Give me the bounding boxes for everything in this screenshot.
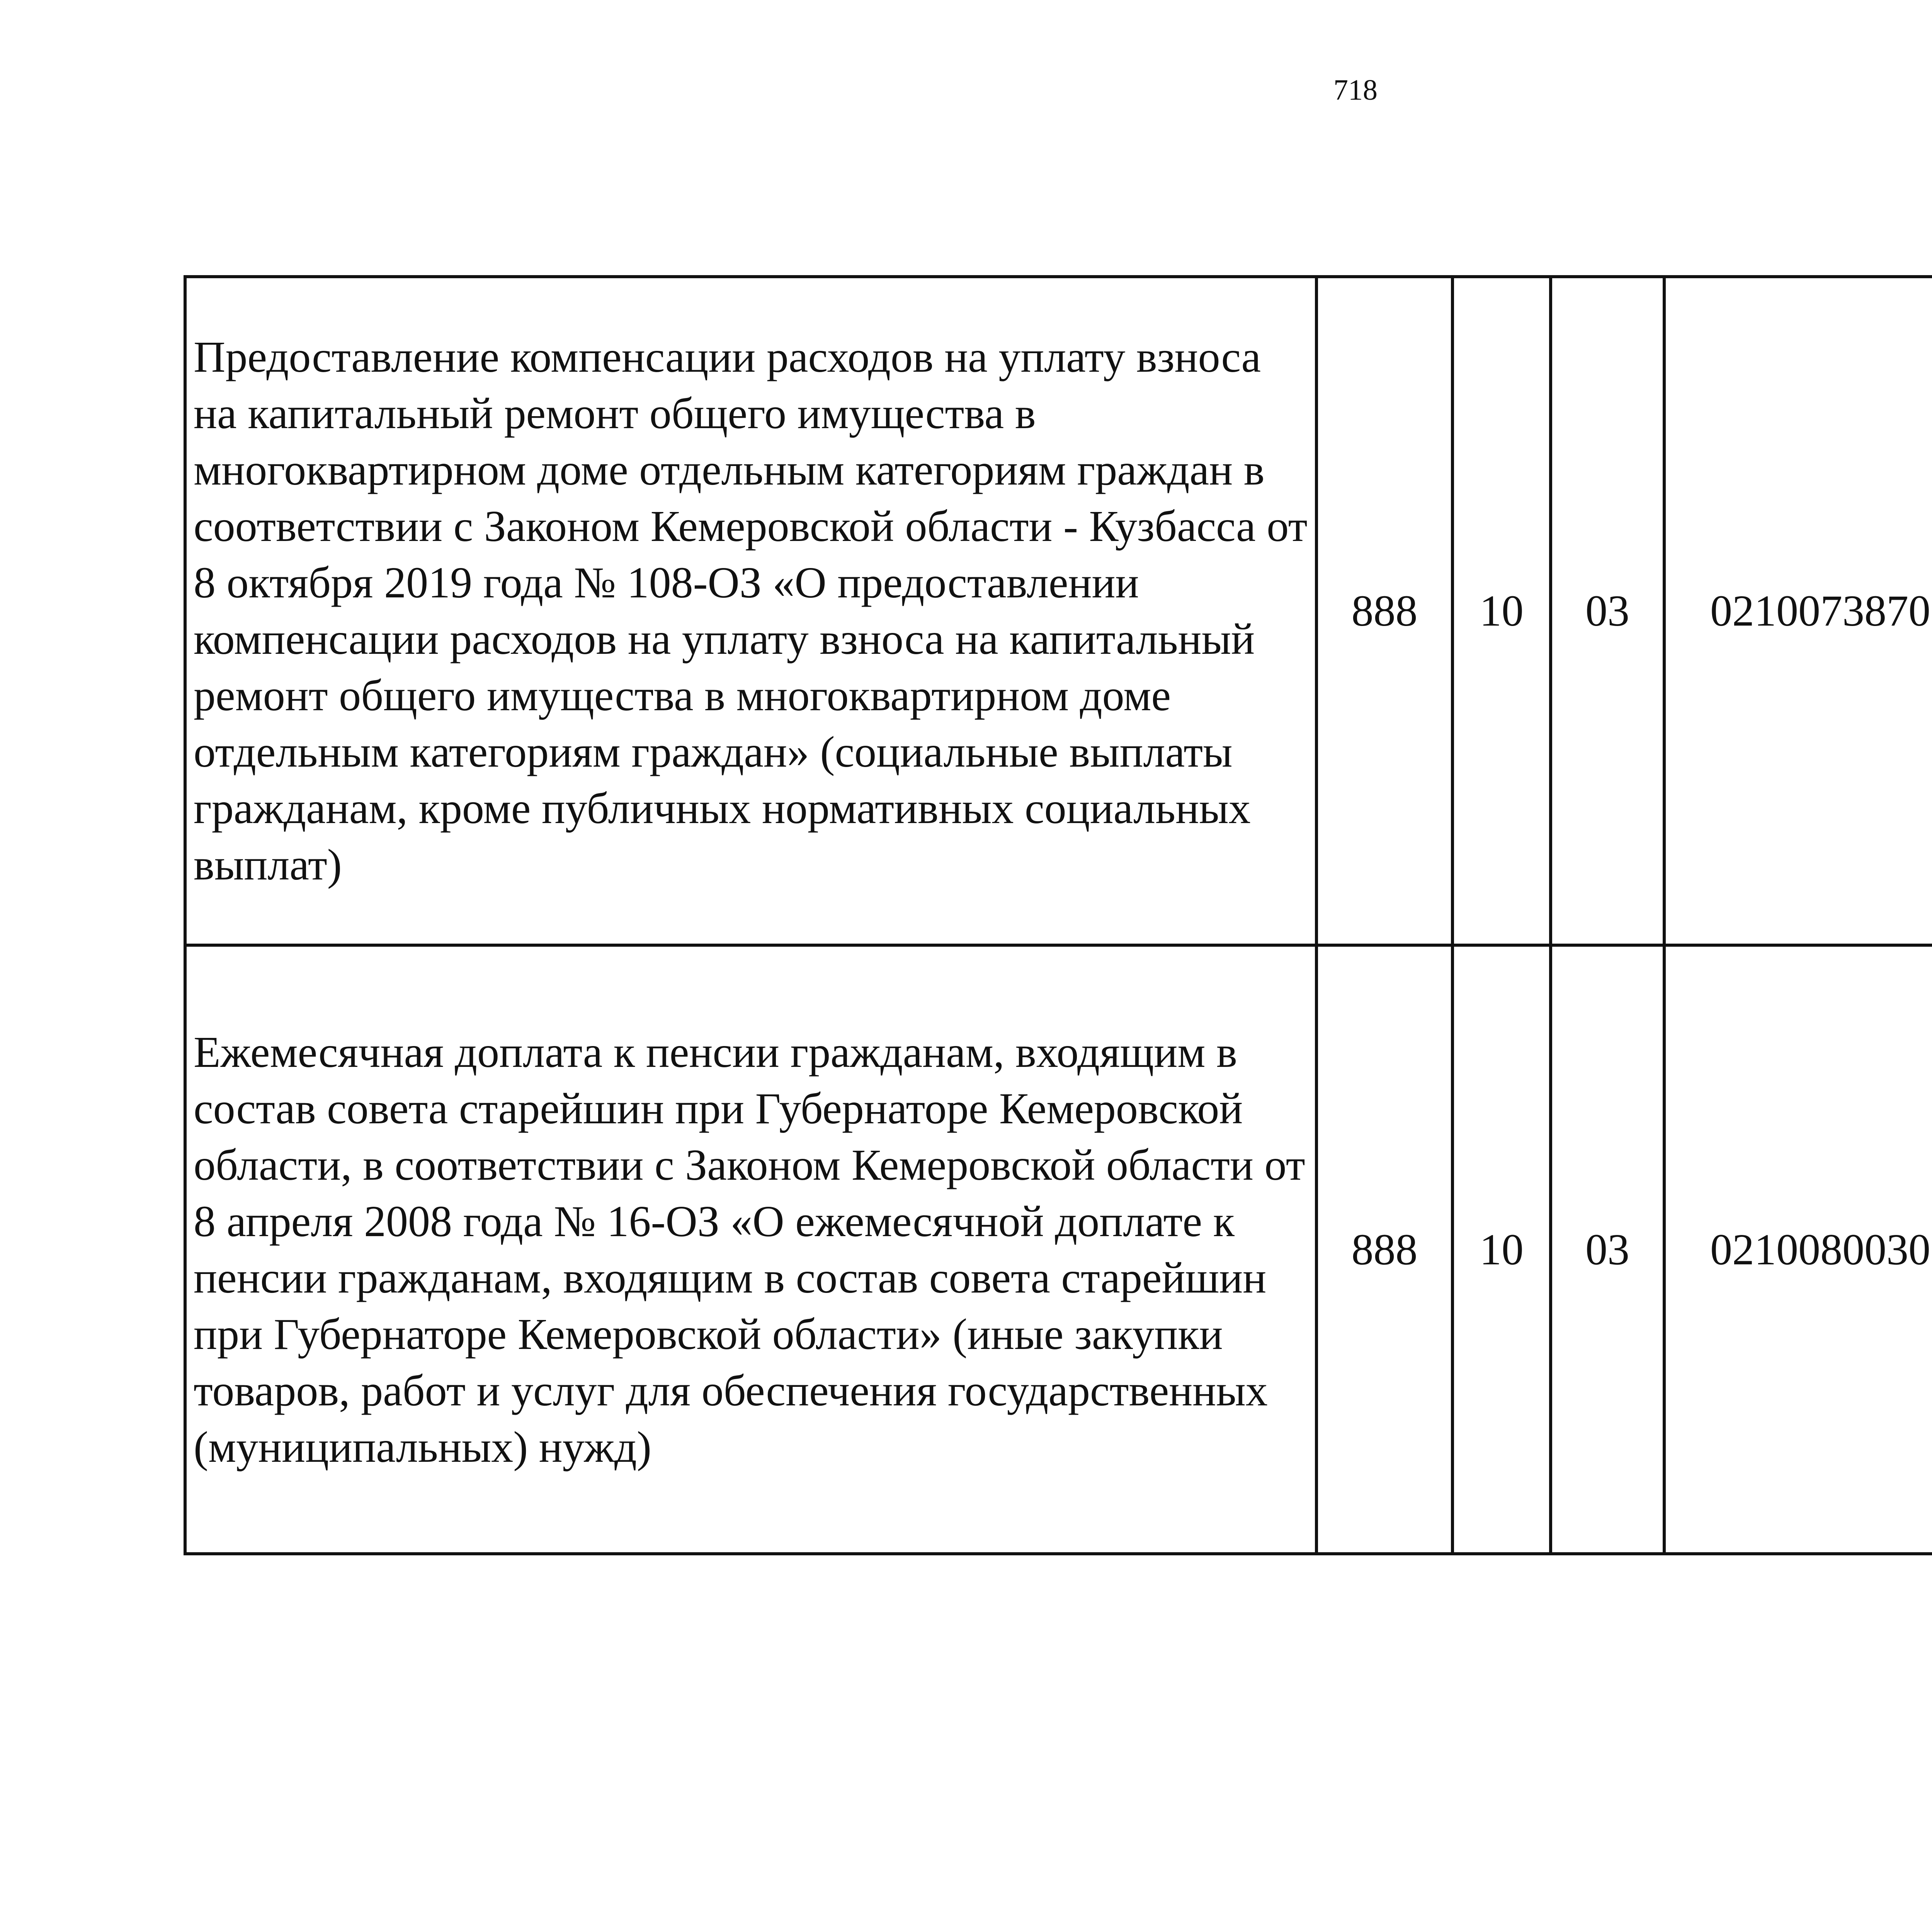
row-description: Предоставление компенсации расходов на уплату взноса на капитальный ремонт общего имущества в многоквартирном доме отдельным категориям граждан в соответствии с Законом Кемеровской области - Кузбасса от 8 октября 2019 года № 108-ОЗ «О предоставлении компенсации расходов на уплату взноса на капитальный ремонт общего имущества в многоквартирном доме отдельным категориям граждан» (социальные выплаты гражданам, кроме публичных нормативных социальных выплат)	[185, 277, 1316, 945]
subsection-cell: 03	[1551, 277, 1664, 945]
table-row	[185, 277, 1932, 945]
admin-code-cell: 888	[1316, 277, 1452, 945]
table-row	[185, 945, 1932, 1554]
section-cell: 10	[1452, 945, 1551, 1554]
page-number: 718	[1333, 74, 1378, 106]
budget-table	[184, 275, 1932, 1555]
admin-code-cell: 888	[1316, 945, 1452, 1554]
subsection-cell: 03	[1551, 945, 1664, 1554]
row-description: Ежемесячная доплата к пенсии гражданам, входящим в состав совета старейшин при Губернаторе Кемеровской области, в соответствии с Законом Кемеровской области от 8 апреля 2008 года № 16-ОЗ «О ежемесячной доплате к пенсии гражданам, входящим в состав совета старейшин при Губернаторе Кемеровской области» (иные закупки товаров, работ и услуг для обеспечения государственных (муниципальных) нужд)	[185, 945, 1316, 1554]
target-item-cell: 0210073870	[1664, 277, 1932, 945]
section-cell: 10	[1452, 277, 1551, 945]
target-item-cell: 0210080030	[1664, 945, 1932, 1554]
